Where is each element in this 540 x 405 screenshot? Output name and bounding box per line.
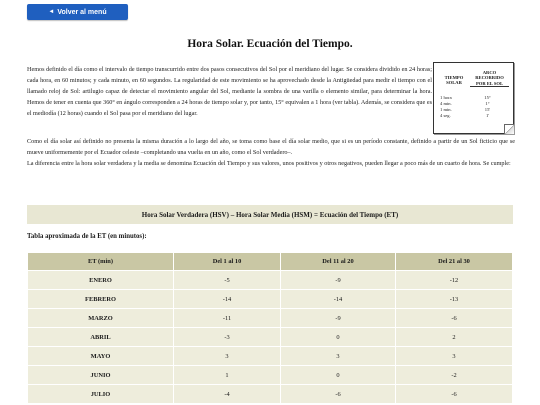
arc-value: 15° — [484, 95, 491, 100]
value-cell: 3 — [281, 347, 396, 366]
value-cell: 1 — [174, 366, 281, 385]
month-cell: JUNIO — [28, 366, 174, 385]
back-button-label: Volver al menú — [57, 8, 107, 16]
value-cell: -12 — [396, 271, 513, 290]
arc-card-header — [438, 70, 509, 87]
column-header: ET (min) — [28, 253, 174, 271]
body-text — [27, 136, 515, 169]
table-row — [28, 366, 513, 385]
arc-time: 1 min. — [440, 107, 452, 112]
arc-col2-header-line2: RECORRIDO — [475, 75, 504, 81]
arc-col1-header-line2: SOLAR — [446, 80, 462, 86]
paragraph-mean-solar-day: Como el día solar así definido no presenta la misma duración a lo largo del año, se toma como base el día solar medio, que si es un período constante, definido a partir de un Sol ficticio que se mueve uniformemente por el Ecuador celeste –completando una vuelta en un año, como el Sol verdadero–. — [27, 138, 515, 156]
equation-of-time-table — [27, 252, 513, 404]
column-header: Del 1 al 10 — [174, 253, 281, 271]
arc-value: 1' — [485, 113, 490, 118]
page-title: Hora Solar. Ecuación del Tiempo. — [187, 38, 353, 50]
arc-row — [440, 113, 505, 119]
table-row — [28, 309, 513, 328]
table-caption: Tabla aproximada de la ET (en minutos): — [27, 233, 147, 240]
month-cell: FEBRERO — [28, 290, 174, 309]
value-cell: -9 — [281, 271, 396, 290]
value-cell: -6 — [396, 309, 513, 328]
arc-card-rows — [440, 95, 505, 119]
table-header-row — [28, 253, 513, 271]
value-cell: 3 — [174, 347, 281, 366]
equation-of-time-formula: Hora Solar Verdadera (HSV) – Hora Solar Media (HSM) = Ecuación del Tiempo (ET) — [27, 205, 513, 224]
arc-col2-header-line1: ARCO — [482, 70, 497, 75]
value-cell: -14 — [174, 290, 281, 309]
month-cell: MAYO — [28, 347, 174, 366]
value-cell: -13 — [396, 290, 513, 309]
table-row — [28, 271, 513, 290]
value-cell: -4 — [174, 385, 281, 404]
column-header: Del 21 al 30 — [396, 253, 513, 271]
intro-paragraph: Hemos definido el día como el intervalo de tiempo transcurrido entre dos pasos consecutivos del Sol por el meridiano del lugar. Se considera dividido en 24 horas; cada hora, en 60 minutos; y cada minuto, en 60 segundos. La regularidad de este movimiento se ha aprovechado desde la Antigüedad para medir el tiempo con el llamado reloj de Sol: artilugio capaz de detectar el movimiento angular del Sol, mediante la sombra de una varilla o elemento similar, para determinar la hora. Hemos de tener en cuenta que 360° en ángulo corresponden a 24 horas de tiempo solar y, por tanto, 15° equivalen a 1 hora (ver tabla). Además, se considera que es el mediodía (12 horas) cuando el Sol pasa por el meridiano del lugar. — [27, 66, 432, 117]
value-cell: 0 — [281, 366, 396, 385]
value-cell: 2 — [396, 328, 513, 347]
paragraph-equation-of-time: La diferencia entre la hora solar verdadera y la media se denomina Ecuación del Tiempo y sus valores, unos positivos y otros negativos, pueden llegar a poco más de un cuarto de hora. Se cumple: — [27, 160, 511, 167]
arrow-left-icon: ◄ — [48, 9, 55, 15]
arc-col1-header-line1: TIEMPO — [444, 75, 464, 80]
value-cell: -9 — [281, 309, 396, 328]
table-row — [28, 385, 513, 404]
value-cell: -11 — [174, 309, 281, 328]
value-cell: -5 — [174, 271, 281, 290]
table-row — [28, 347, 513, 366]
column-header: Del 11 al 20 — [281, 253, 396, 271]
table-row — [28, 290, 513, 309]
arc-col2-header-line3: POR EL SOL — [470, 81, 509, 87]
page-curl-decoration — [504, 124, 514, 134]
month-cell: ABRIL — [28, 328, 174, 347]
arc-time: 1 hora — [440, 95, 452, 100]
value-cell: -6 — [396, 385, 513, 404]
value-cell: -6 — [281, 385, 396, 404]
month-cell: MARZO — [28, 309, 174, 328]
value-cell: -14 — [281, 290, 396, 309]
back-to-menu-button[interactable] — [27, 4, 128, 20]
value-cell: -3 — [174, 328, 281, 347]
intro-text — [27, 64, 432, 119]
arc-value: 1° — [485, 101, 490, 106]
value-cell: 3 — [396, 347, 513, 366]
table-row — [28, 328, 513, 347]
solar-arc-card — [433, 62, 514, 134]
arc-value: 15' — [484, 107, 491, 112]
arc-time: 4 seg. — [440, 113, 451, 118]
arc-time: 4 min. — [440, 101, 452, 106]
month-cell: ENERO — [28, 271, 174, 290]
value-cell: 0 — [281, 328, 396, 347]
value-cell: -2 — [396, 366, 513, 385]
month-cell: JULIO — [28, 385, 174, 404]
